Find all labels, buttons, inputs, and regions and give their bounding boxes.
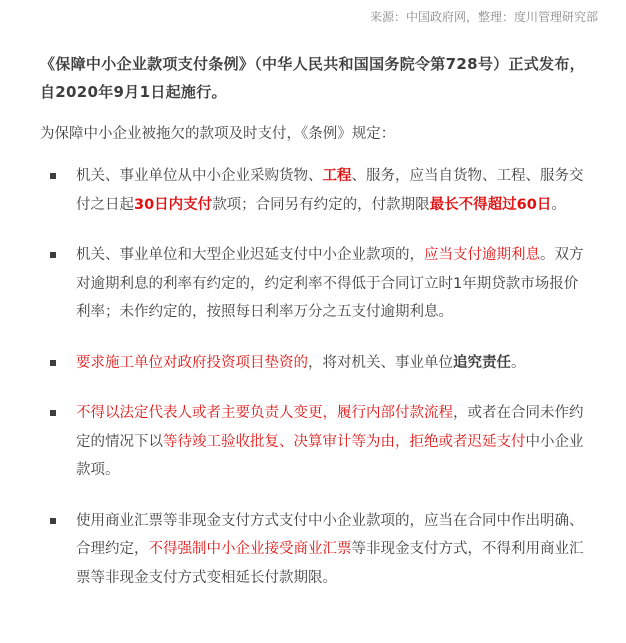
square-bullet-icon xyxy=(50,360,56,366)
highlight-text: 不得以法定代表人或者主要负责人变更，履行内部付款流程 xyxy=(76,405,453,421)
point-text: 使用商业汇票等非现金支付方式支付中小企业款项的，应当在合同中作出明确、合理约定， xyxy=(76,512,584,557)
square-bullet-icon xyxy=(50,518,56,524)
headline: 《保障中小企业款项支付条例》（中华人民共和国国务院令第728号）正式发布，自2020年9月1日起施行。 xyxy=(40,55,585,101)
list-item xyxy=(40,399,588,485)
point-text: 、服务，应当自货物、工程、服务交付之日起 xyxy=(76,168,584,213)
list-item xyxy=(40,162,588,219)
intro-paragraph: 为保障中小企业被拖欠的款项及时支付，《条例》规定： xyxy=(40,126,396,142)
point-text: 。双方对逾期利息的利率有约定的，约定利率不得低于合同订立时1年期贷款市场报价利率；未作约定的，按照每日利率万分之五支付逾期利息。 xyxy=(76,247,584,320)
highlight-text: 最长不得超过60日 xyxy=(429,196,552,213)
regulation-list xyxy=(40,162,588,592)
highlight-text: 不得强制中小企业接受商业汇票 xyxy=(148,541,352,557)
point-text: 机关、事业单位从中小企业采购货物、 xyxy=(76,168,323,184)
point-text: 机关、事业单位和大型企业迟延支付中小企业款项的， xyxy=(76,247,424,263)
bold-text: 追究责任 xyxy=(453,354,511,371)
point-text: ，将对机关、事业单位 xyxy=(308,354,453,371)
square-bullet-icon xyxy=(50,410,56,416)
list-item xyxy=(40,241,588,327)
point-text: 。 xyxy=(551,196,566,213)
square-bullet-icon xyxy=(50,173,56,179)
square-bullet-icon xyxy=(50,252,56,258)
highlight-text: 工程 xyxy=(322,168,352,184)
highlight-text: 要求施工单位对政府投资项目垫资的 xyxy=(76,354,308,371)
point-text: ，或者在合同未作约定的情况下以 xyxy=(76,405,584,450)
highlight-text: 应当支付逾期利息 xyxy=(424,247,540,263)
point-text: 等非现金支付方式，不得利用商业汇票等非现金支付方式变相延长付款期限。 xyxy=(76,541,584,586)
point-text: 款项；合同另有约定的，付款期限 xyxy=(212,196,430,213)
source-caption: 来源：中国政府网，整理：度川管理研究部 xyxy=(369,10,598,24)
highlight-text: 等待竣工验收批复、决算审计等为由，拒绝或者迟延支付 xyxy=(163,433,526,450)
list-item xyxy=(40,507,588,593)
list-item xyxy=(40,349,588,378)
highlight-text: 30日内支付 xyxy=(134,196,213,213)
point-text: 中小企业款项。 xyxy=(76,433,584,478)
point-text: 。 xyxy=(511,354,526,371)
